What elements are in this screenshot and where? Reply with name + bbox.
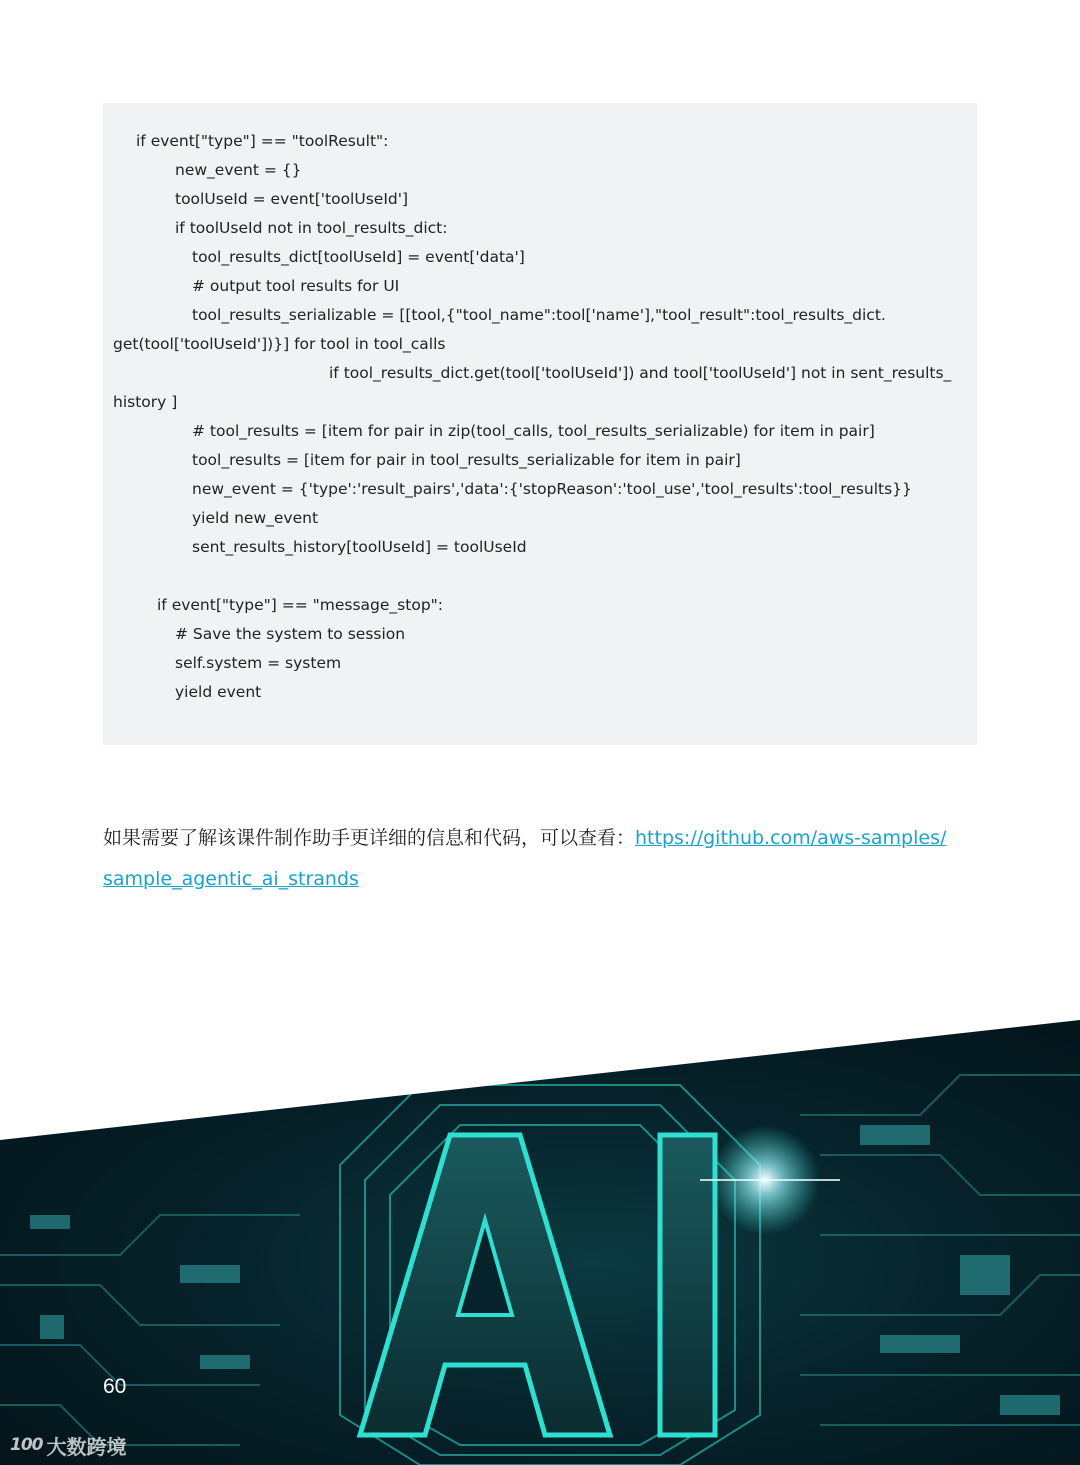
code-line: new_event = {'type':'result_pairs','data':{'stopReason':'tool_use','tool_results':tool_results}} xyxy=(192,480,912,498)
circuit-board-illustration xyxy=(0,1015,1080,1465)
ai-circuit-banner xyxy=(0,1015,1080,1465)
paragraph-text: 如果需要了解该课件制作助手更详细的信息和代码，可以查看： xyxy=(103,827,636,849)
code-line: toolUseId = event['toolUseId'] xyxy=(175,190,409,208)
code-line: get(tool['toolUseId'])}] for tool in tool_calls xyxy=(113,335,446,353)
code-line: sent_results_history[toolUseId] = toolUseId xyxy=(192,538,527,556)
code-line: if tool_results_dict.get(tool['toolUseId']) and tool['toolUseId'] not in sent_results_ xyxy=(329,364,952,382)
code-line: tool_results_serializable = [[tool,{"tool_name":tool['name'],"tool_result":tool_results_dict. xyxy=(192,306,886,324)
code-line: if event["type"] == "toolResult": xyxy=(136,132,389,150)
code-line: # tool_results = [item for pair in zip(tool_calls, tool_results_serializable) for item in pair] xyxy=(192,422,875,440)
body-paragraph xyxy=(103,818,983,900)
code-line: yield new_event xyxy=(192,509,319,527)
watermark-logo: 100 xyxy=(10,1435,43,1455)
code-line: tool_results_dict[toolUseId] = event['data'] xyxy=(192,248,525,266)
code-line: tool_results = [item for pair in tool_results_serializable for item in pair] xyxy=(192,451,741,469)
code-line: # output tool results for UI xyxy=(192,277,400,295)
code-line: history ] xyxy=(113,393,178,411)
page-number: 60 xyxy=(103,1375,127,1398)
code-line: if event["type"] == "message_stop": xyxy=(157,596,444,614)
github-link-part1[interactable]: https://github.com/aws-samples/ xyxy=(635,827,947,849)
code-line: if toolUseId not in tool_results_dict: xyxy=(175,219,448,237)
code-line: yield event xyxy=(175,683,262,701)
watermark-text: 大数跨境 xyxy=(46,1434,127,1459)
code-line: # Save the system to session xyxy=(175,625,406,643)
github-link-part2[interactable]: sample_agentic_ai_strands xyxy=(103,868,359,890)
code-line: self.system = system xyxy=(175,654,342,672)
watermark xyxy=(10,1430,127,1460)
code-line: new_event = {} xyxy=(175,161,302,179)
